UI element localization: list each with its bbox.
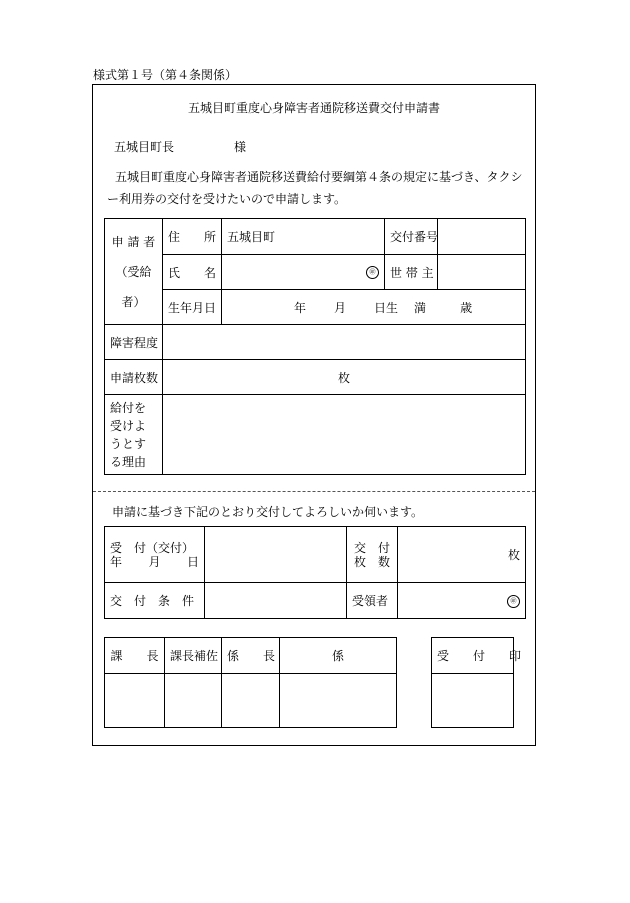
unit-chief-header: 係 長 xyxy=(222,638,280,674)
receipt-date-field[interactable] xyxy=(205,527,347,583)
count-unit: 枚 xyxy=(337,370,350,385)
section-chief-header: 課 長 xyxy=(105,638,165,674)
staff-header: 係 xyxy=(280,638,397,674)
disability-level-label: 障害程度 xyxy=(105,325,163,360)
form-number-label: 様式第１号（第４条関係） xyxy=(93,68,238,82)
issue-count-field[interactable] xyxy=(398,527,526,583)
addressee-name: 五城目町長 xyxy=(114,140,175,154)
approval-note: 申請に基づき下記のとおり交付してよろしいか伺います。 xyxy=(112,505,424,519)
issue-number-field[interactable] xyxy=(438,219,526,255)
date-year-label: 年 xyxy=(110,554,123,569)
deputy-chief-header: 課長補佐 xyxy=(165,638,222,674)
application-count-field[interactable] xyxy=(163,360,526,395)
receipt-date-label xyxy=(105,527,205,583)
approval-table xyxy=(104,637,397,728)
seal-mark: ㊞ xyxy=(366,266,379,279)
address-value[interactable]: 五城目町 xyxy=(222,219,385,255)
application-statement: 五城目町重度心身障害者通院移送費給付要綱第４条の規定に基づき、タクシー利用券の交付を受けたいので申請します。 xyxy=(107,170,523,206)
disability-level-field[interactable] xyxy=(163,325,526,360)
conditions-label xyxy=(105,583,205,619)
section-chief-stamp[interactable] xyxy=(105,674,165,728)
issue-count-unit: 枚 xyxy=(507,548,520,562)
age-prefix-label: 満 xyxy=(414,300,427,315)
dob-month-label: 月 xyxy=(334,300,347,315)
name-field[interactable] xyxy=(222,255,385,290)
dob-year-label: 年 xyxy=(294,300,307,315)
reason-label xyxy=(105,395,163,475)
conditions-label-text: 交付条件 xyxy=(110,594,207,608)
receiver-label: 受領者 xyxy=(347,583,398,619)
unit-chief-stamp[interactable] xyxy=(222,674,280,728)
recipient-label: （受給者） xyxy=(115,264,152,309)
receipt-label: 受 付（交付） xyxy=(110,540,195,555)
issue-label: 交 付 xyxy=(353,540,390,555)
applicant-group-label xyxy=(105,219,163,325)
form-title: 五城目町重度心身障害者通院移送費交付申請書 xyxy=(187,101,440,115)
dob-day-label: 日生 xyxy=(374,300,399,315)
applicant-label: 申 請 者 xyxy=(111,234,156,249)
addressee-honorific: 様 xyxy=(234,140,247,154)
name-label: 氏 名 xyxy=(163,255,222,290)
deputy-chief-stamp[interactable] xyxy=(165,674,222,728)
reception-stamp-header: 受 付 印 xyxy=(432,638,514,674)
staff-stamp[interactable] xyxy=(280,674,397,728)
date-month-label: 月 xyxy=(148,554,161,569)
addressee xyxy=(114,138,246,155)
date-day-label: 日 xyxy=(186,554,199,569)
cut-line xyxy=(93,491,535,492)
dob-label: 生年月日 xyxy=(163,290,222,325)
reason-label-text: 給付を受けようとする理由 xyxy=(110,400,147,469)
household-head-label: 世 帯 主 xyxy=(385,255,438,290)
address-label: 住 所 xyxy=(163,219,222,255)
reception-stamp-field[interactable] xyxy=(432,674,514,728)
conditions-field[interactable] xyxy=(205,583,347,619)
issue-number-label: 交付番号 xyxy=(385,219,438,255)
issue-count-label xyxy=(347,527,398,583)
age-suffix-label: 歳 xyxy=(460,300,473,315)
receiver-seal-mark: ㊞ xyxy=(507,595,520,608)
receiver-field[interactable] xyxy=(398,583,526,619)
reason-field[interactable] xyxy=(163,395,526,475)
application-count-label: 申請枚数 xyxy=(105,360,163,395)
office-table xyxy=(104,526,526,619)
household-head-field[interactable] xyxy=(438,255,526,290)
count-label: 枚 数 xyxy=(353,554,390,569)
reception-stamp-table xyxy=(431,637,522,728)
dob-field[interactable] xyxy=(222,290,526,325)
receipt-date-units xyxy=(110,555,199,569)
applicant-table xyxy=(104,218,526,475)
